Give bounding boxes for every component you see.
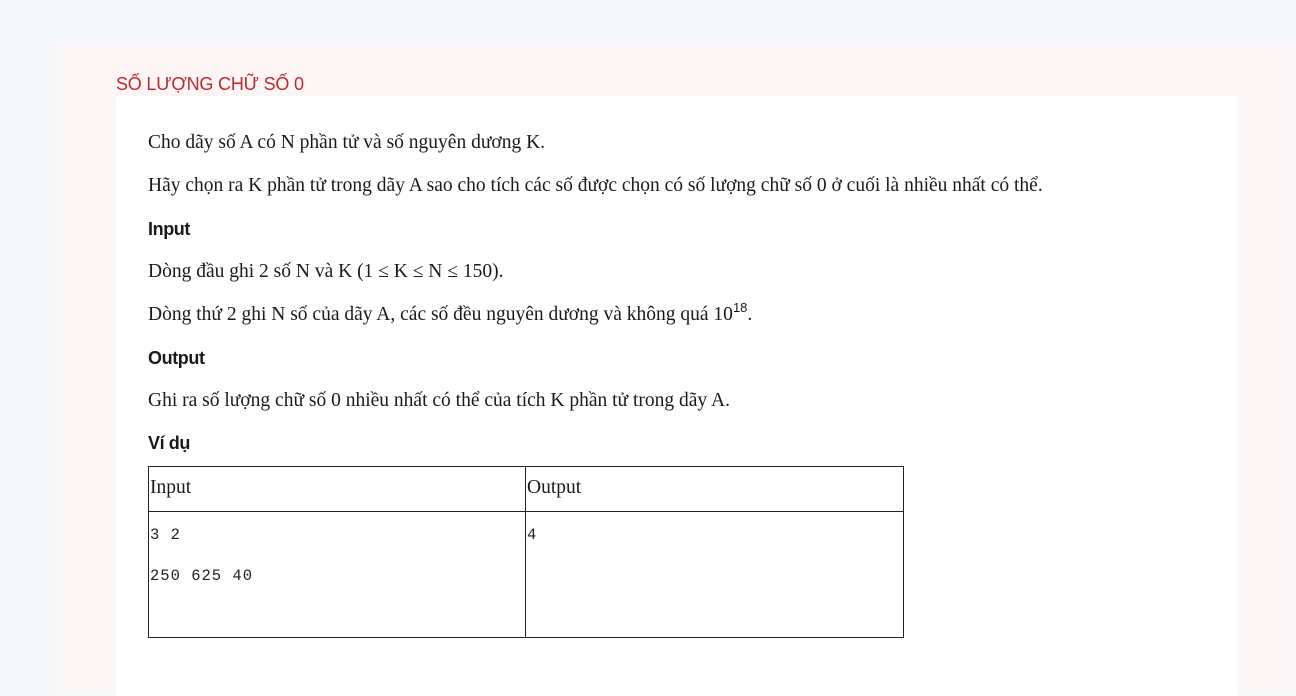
example-input-line-2: 250 625 40 [150, 567, 254, 585]
input-line-2 [148, 300, 753, 326]
statement-line-2: Hãy chọn ra K phần tử trong dãy A sao cho tích các số được chọn có số lượng chữ số 0 ở cuối là nhiều nhất có thể. [148, 175, 1043, 196]
example-input-cell [149, 512, 526, 638]
example-input-line-1: 3 2 [150, 526, 181, 544]
problem-title: SỐ LƯỢNG CHỮ SỐ 0 [116, 74, 304, 94]
example-heading: Ví dụ [148, 433, 190, 453]
output-line-1: Ghi ra số lượng chữ số 0 nhiều nhất có thể của tích K phần tử trong dãy A. [148, 390, 730, 411]
input-line-2-end: . [747, 304, 753, 325]
input-line-1: Dòng đầu ghi 2 số N và K (1 ≤ K ≤ N ≤ 150). [148, 261, 504, 282]
example-output-cell [526, 512, 904, 638]
example-row [149, 512, 904, 638]
input-line-2-exponent: 18 [732, 300, 748, 315]
statement-line-1: Cho dãy số A có N phần tử và số nguyên dương K. [148, 132, 546, 153]
input-heading: Input [148, 219, 190, 239]
output-heading: Output [148, 348, 205, 368]
example-table [148, 466, 904, 638]
example-output-line-1: 4 [527, 526, 538, 544]
input-line-2-text: Dòng thứ 2 ghi N số của dãy A, các số đều nguyên dương và không quá 10 [148, 304, 733, 325]
example-header-output: Output [526, 467, 904, 512]
example-header-input: Input [149, 467, 526, 512]
example-header-row [149, 467, 904, 512]
